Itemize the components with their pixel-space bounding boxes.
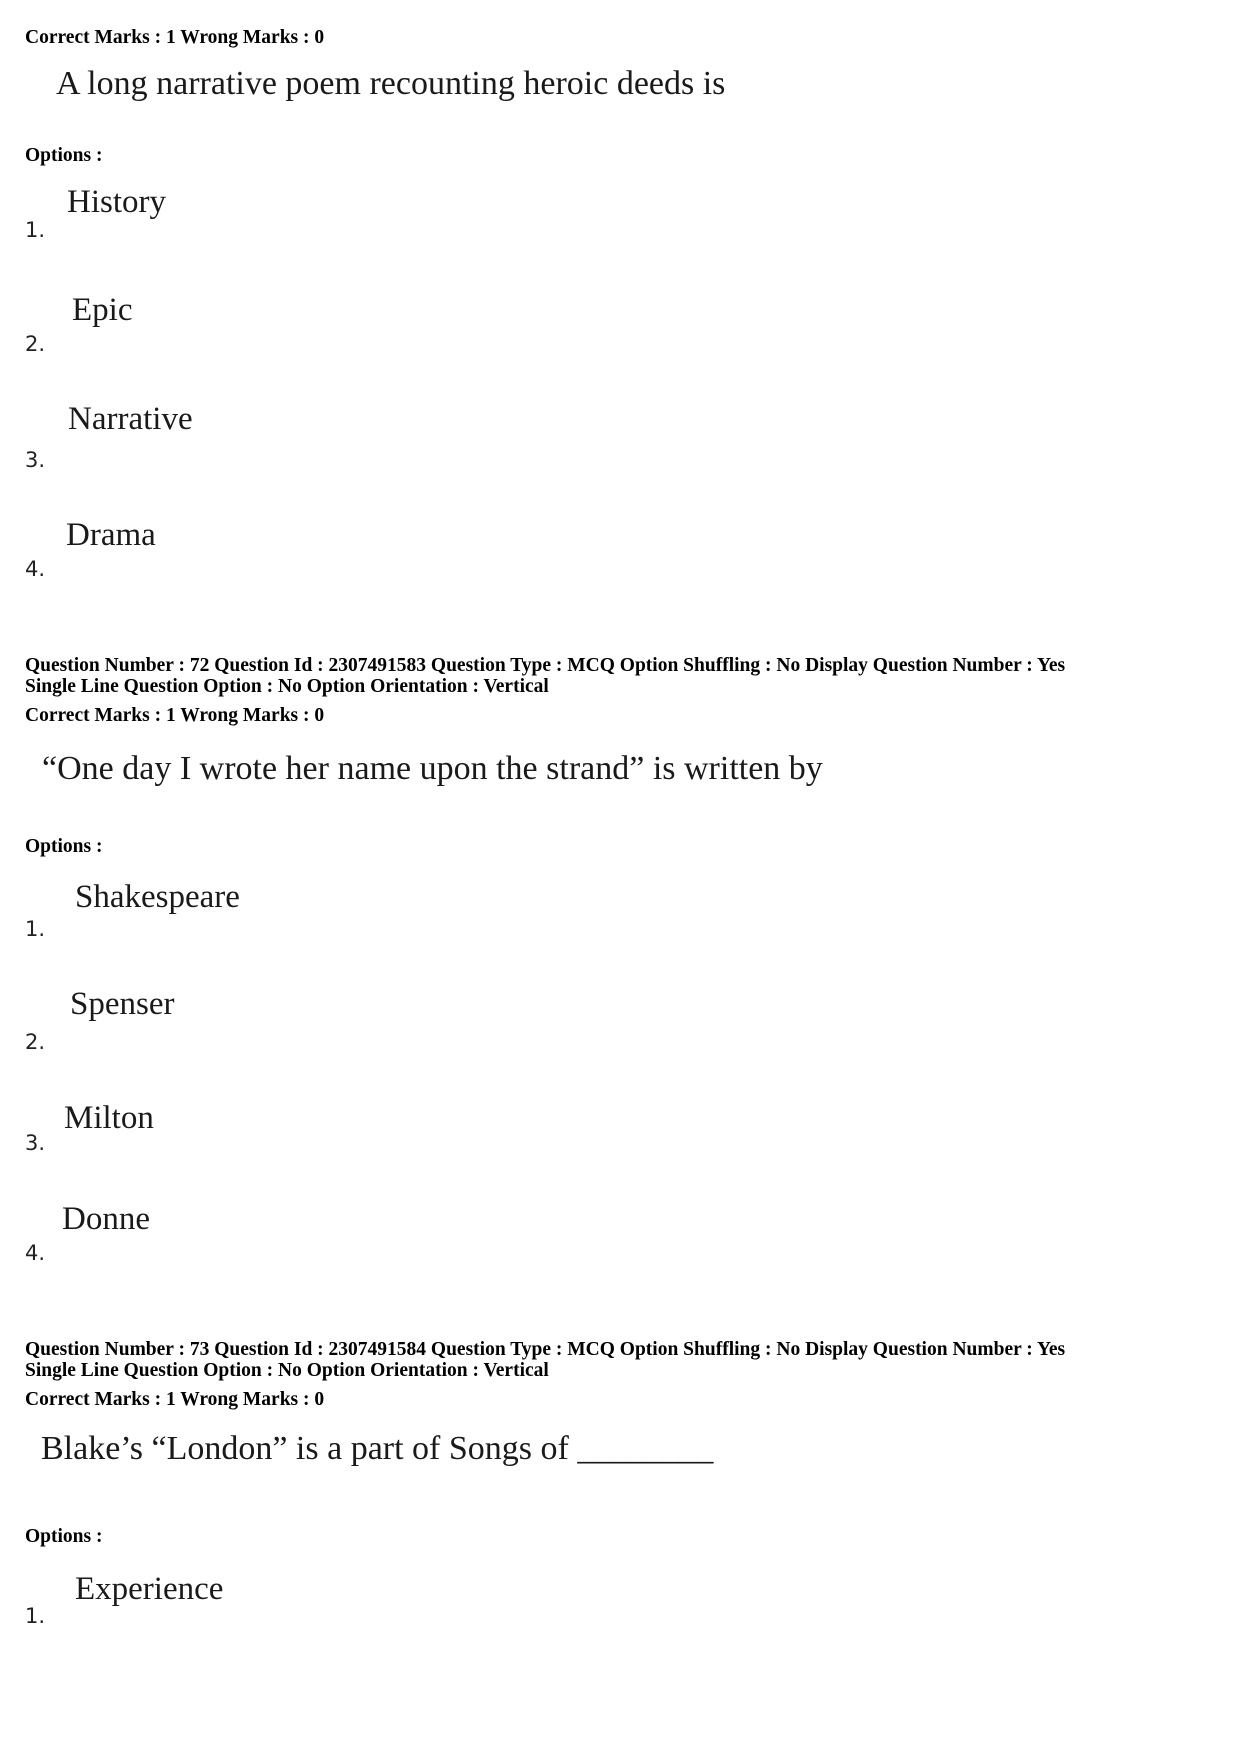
- q73-header-line-1: Question Number : 73 Question Id : 2307491584 Question Type : MCQ Option Shuffling : No Display Question Number : Yes: [25, 1339, 1066, 1360]
- q72-header-line-1: Question Number : 72 Question Id : 2307491583 Question Type : MCQ Option Shuffling : No Display Question Number : Yes: [25, 655, 1066, 676]
- q71-option-1-text[interactable]: History: [67, 184, 166, 220]
- q72-option-3-text[interactable]: Milton: [64, 1100, 154, 1136]
- q72-option-1-text[interactable]: Shakespeare: [75, 879, 240, 915]
- q72-question-text: “One day I wrote her name upon the strand” is written by: [42, 750, 823, 787]
- q71-question-text: A long narrative poem recounting heroic deeds is: [56, 65, 726, 102]
- q72-option-4-number: 4.: [25, 1241, 46, 1265]
- q71-option-4-text[interactable]: Drama: [66, 517, 156, 553]
- q71-option-2-text[interactable]: Epic: [72, 292, 133, 328]
- q73-marks: Correct Marks : 1 Wrong Marks : 0: [25, 1389, 325, 1410]
- q71-option-3-number: 3.: [25, 448, 46, 472]
- q72-header-line-2: Single Line Question Option : No Option Orientation : Vertical: [25, 676, 549, 697]
- q71-option-2-number: 2.: [25, 332, 46, 356]
- q72-option-3-number: 3.: [25, 1131, 46, 1155]
- q73-option-1-text[interactable]: Experience: [75, 1571, 224, 1607]
- q71-marks: Correct Marks : 1 Wrong Marks : 0: [25, 27, 325, 48]
- q71-option-1-number: 1.: [25, 218, 46, 242]
- q73-option-1-number: 1.: [25, 1604, 46, 1628]
- q72-option-2-text[interactable]: Spenser: [70, 986, 175, 1022]
- q71-options-label: Options :: [25, 145, 103, 166]
- q73-options-label: Options :: [25, 1526, 103, 1547]
- q71-option-3-text[interactable]: Narrative: [68, 401, 193, 437]
- q72-option-2-number: 2.: [25, 1030, 46, 1054]
- q72-marks: Correct Marks : 1 Wrong Marks : 0: [25, 705, 325, 726]
- q71-option-4-number: 4.: [25, 557, 46, 581]
- q72-option-1-number: 1.: [25, 917, 46, 941]
- q73-header-line-2: Single Line Question Option : No Option Orientation : Vertical: [25, 1360, 549, 1381]
- q72-option-4-text[interactable]: Donne: [62, 1201, 150, 1237]
- q72-options-label: Options :: [25, 836, 103, 857]
- q73-question-text: Blake’s “London” is a part of Songs of ________: [41, 1430, 714, 1467]
